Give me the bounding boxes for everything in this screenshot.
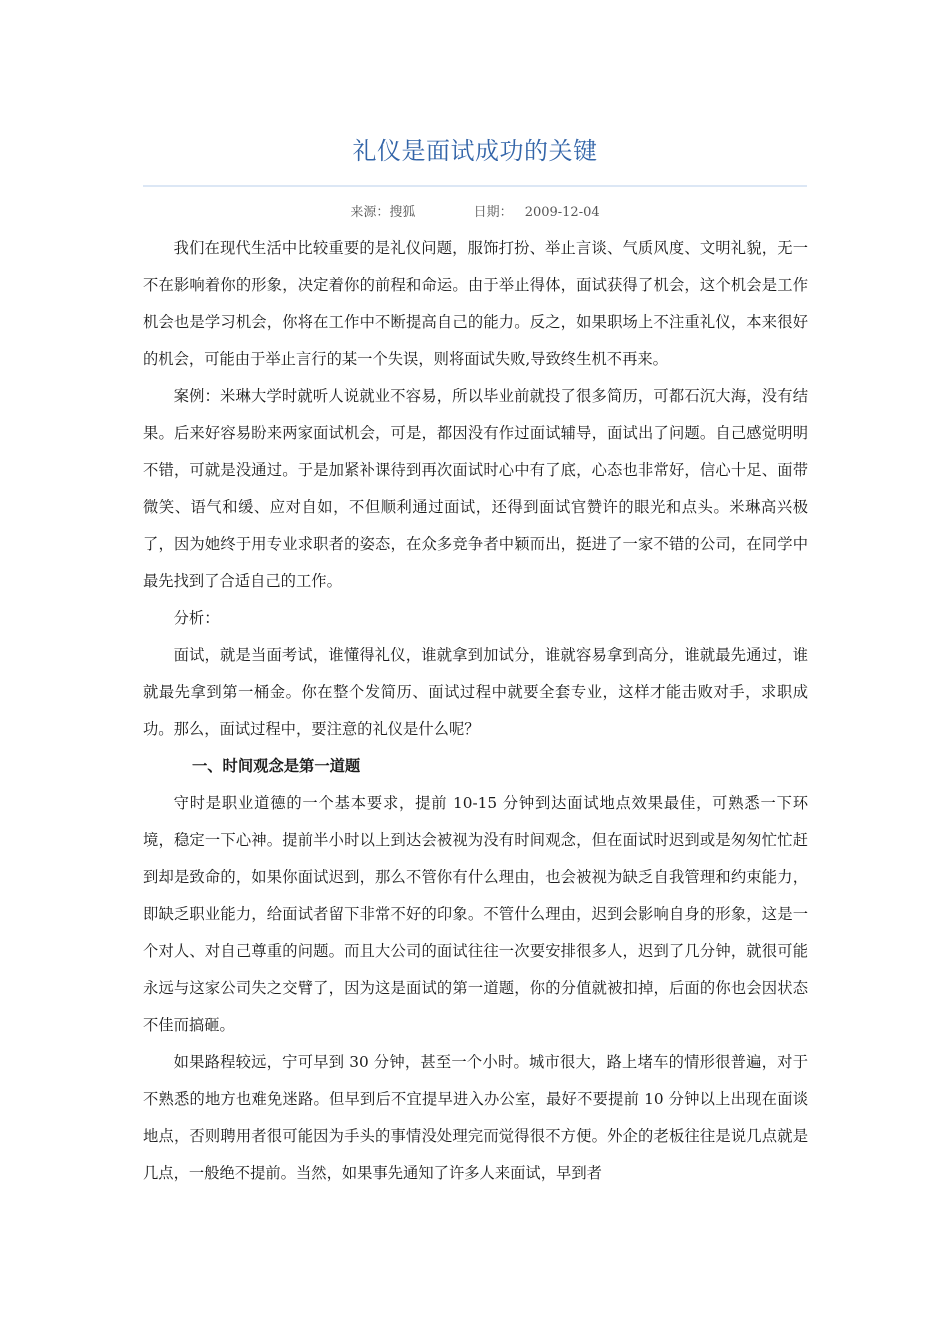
paragraph-case: 案例：米琳大学时就听人说就业不容易，所以毕业前就投了很多简历，可都石沉大海，没有结果。后来好容易盼来两家面试机会，可是，都因没有作过面试辅导，面试出了问题。自己感觉明明不错，可就是没通过。于是加紧补课待到再次面试时心中有了底，心态也非常好，信心十足、面带微笑、语气和缓、应对自如，不但顺利通过面试，还得到面试官赞许的眼光和点头。米琳高兴极了，因为她终于用专业求职者的姿态，在众多竞争者中颖而出，挺进了一家不错的公司，在同学中最先找到了合适自己的工作。 — [143, 387, 808, 590]
title-divider — [143, 185, 807, 187]
paragraph-analysis-label: 分析： — [173, 609, 220, 627]
source-value: 搜狐 — [389, 205, 416, 220]
date-value: 2009-12-04 — [524, 205, 600, 220]
article-body — [143, 230, 808, 1192]
date-label: 日期： — [473, 205, 513, 220]
article-title: 礼仪是面试成功的关键 — [352, 137, 598, 165]
section-heading-1: 一、时间观念是第一道题 — [191, 757, 361, 775]
article-meta — [143, 203, 807, 223]
paragraph-intro: 我们在现代生活中比较重要的是礼仪问题，服饰打扮、举止言谈、气质风度、文明礼貌，无一不在影响着你的形象，决定着你的前程和命运。由于举止得体，面试获得了机会，这个机会是工作机会也是学习机会，你将在工作中不断提高自己的能力。反之，如果职场上不注重礼仪，本来很好的机会，可能由于举止言行的某一个失误，则将面试失败,导致终生机不再来。 — [143, 239, 808, 368]
paragraph-analysis: 面试，就是当面考试，谁懂得礼仪，谁就拿到加试分，谁就容易拿到高分，谁就最先通过，谁就最先拿到第一桶金。你在整个发简历、面试过程中就要全套专业，这样才能击败对手，求职成功。那么，面试过程中，要注意的礼仪是什么呢？ — [143, 646, 808, 738]
source-label: 来源： — [350, 205, 390, 220]
paragraph-arrive-early: 如果路程较远，宁可早到 30 分钟，甚至一个小时。城市很大，路上堵车的情形很普遍，对于不熟悉的地方也难免迷路。但早到后不宜提早进入办公室，最好不要提前 10 分钟以上出现在面谈地点，否则聘用者很可能因为手头的事情没处理完而觉得很不方便。外企的老板往往是说几点就是几点，一般绝不提前。当然，如果事先通知了许多人来面试，早到者 — [143, 1053, 808, 1182]
paragraph-punctuality: 守时是职业道德的一个基本要求，提前 10-15 分钟到达面试地点效果最佳，可熟悉一下环境，稳定一下心神。提前半小时以上到达会被视为没有时间观念，但在面试时迟到或是匆匆忙忙赶到却是致命的，如果你面试迟到，那么不管你有什么理由，也会被视为缺乏自我管理和约束能力，即缺乏职业能力，给面试者留下非常不好的印象。不管什么理由，迟到会影响自身的形象，这是一个对人、对自己尊重的问题。而且大公司的面试往往一次要安排很多人，迟到了几分钟，就很可能永远与这家公司失之交臂了，因为这是面试的第一道题，你的分值就被扣掉，后面的你也会因状态不佳而搞砸。 — [143, 794, 808, 1034]
